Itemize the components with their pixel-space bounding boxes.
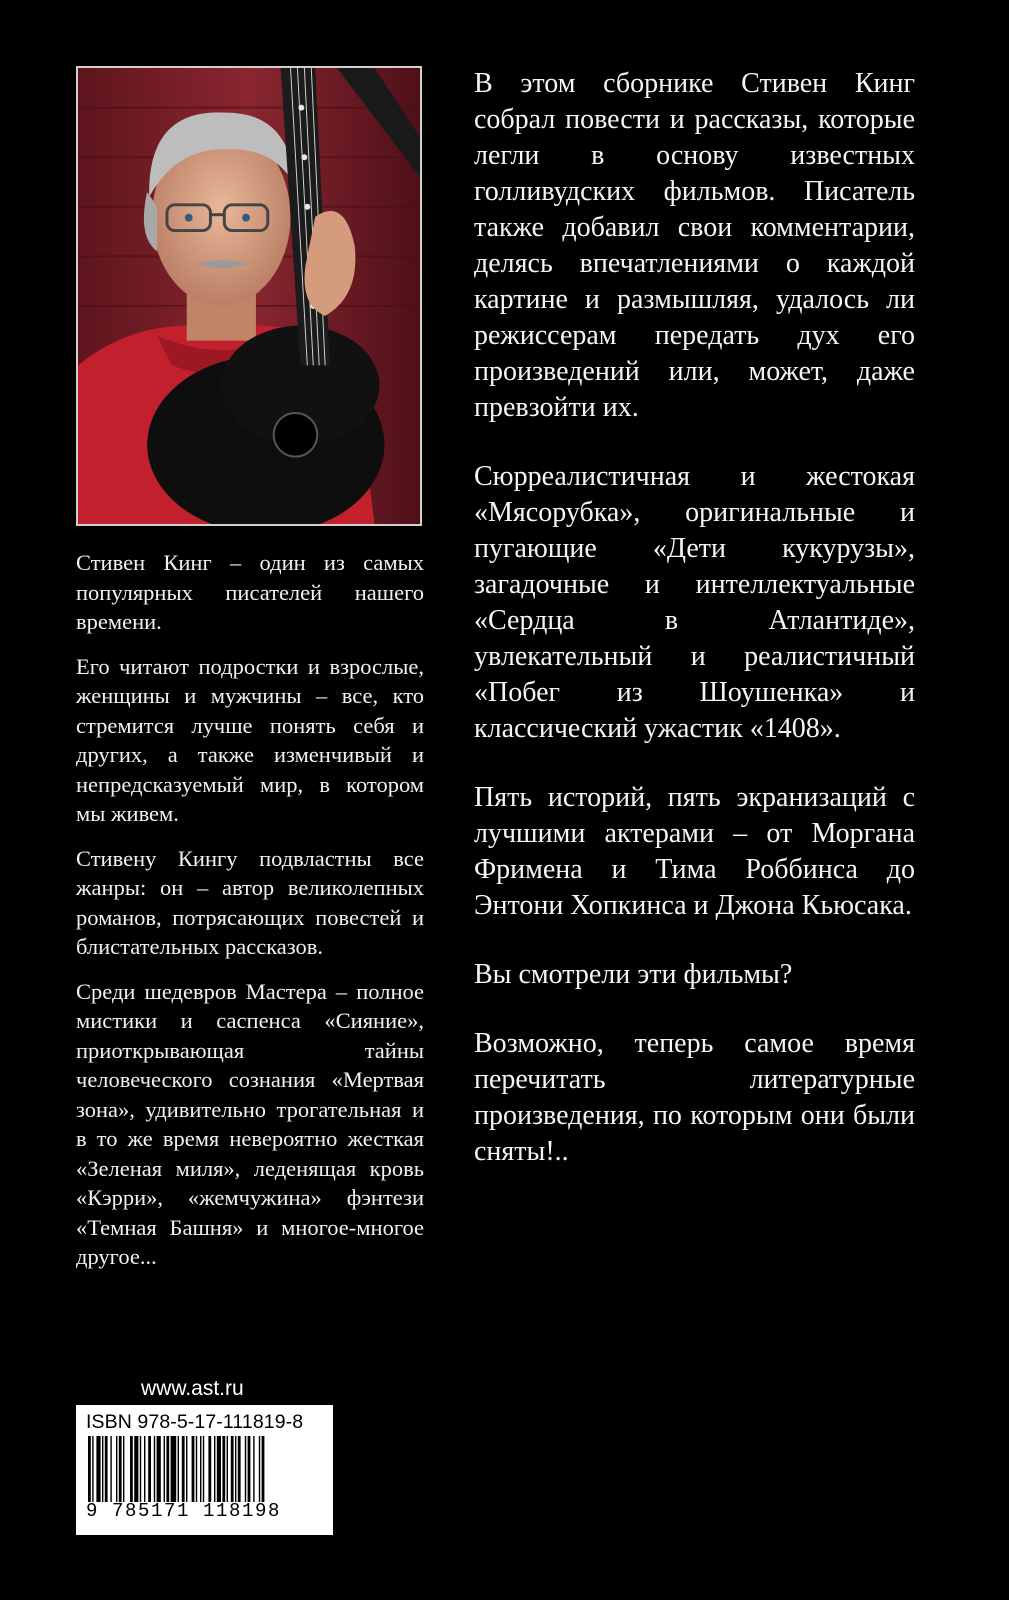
bio-paragraph-4: Среди шедевров Мастера – полное мистики и саспенса «Сияние», приоткрывающая тайны человеческого сознания «Мертвая зона», удивительно трогательная и в то же время невероятно жесткая «Зеленая миля», леденящая кровь «Кэрри», «жемчужина» фэнтези «Темная Башня» и многое-многое другое...: [76, 978, 424, 1269]
barcode-bar: [186, 1436, 187, 1502]
bio-paragraph-2: Его читают подростки и взрослые, женщины и мужчины – все, кто стремится лучше понять себя и других, а также изменчивый и непредсказуемый мир, в котором мы живем.: [76, 653, 424, 826]
barcode-bar: [157, 1436, 161, 1502]
barcode-bar: [102, 1436, 103, 1502]
barcode-bar: [164, 1436, 165, 1502]
bio-paragraph-1: Стивен Кинг – один из самых популярных писателей нашего времени.: [76, 550, 424, 634]
barcode-bar: [144, 1436, 145, 1502]
barcode-bar: [238, 1436, 241, 1502]
barcode-bar: [116, 1436, 117, 1502]
description-paragraph-3: Пять историй, пять экранизаций с лучшими актерами – от Моргана Фримена и Тима Роббинса до Энтони Хопкинса и Джона Кьюсака.: [474, 782, 915, 921]
barcode-bar: [92, 1436, 93, 1502]
barcode-bar: [222, 1436, 225, 1502]
barcode-bars: [86, 1436, 323, 1502]
barcode-bar: [203, 1436, 204, 1502]
description-paragraph-2: Сюрреалистичная и жестокая «Мясорубка», оригинальные и пугающие «Дети кукурузы», загадочные и интеллектуальные «Сердца в Атлантиде», увлекательный и реалистичный «Побег из Шоушенка» и классический ужастик «1408».: [474, 461, 915, 744]
barcode-bar: [208, 1436, 211, 1502]
barcode-bar: [134, 1436, 138, 1502]
isbn-label: ISBN 978-5-17-111819-8: [86, 1411, 304, 1433]
barcode-bar: [105, 1436, 108, 1502]
author-photo: [76, 66, 422, 526]
barcode-bar: [119, 1436, 122, 1502]
barcode-bar: [235, 1436, 236, 1502]
barcode-bar: [200, 1436, 201, 1502]
barcode-bar: [262, 1436, 265, 1502]
barcode-bar: [140, 1436, 141, 1502]
barcode-bar: [248, 1436, 251, 1502]
author-bio: [76, 548, 424, 1287]
description-paragraph-1: В этом сборнике Стивен Кинг собрал повести и рассказы, которые легли в основу известных голливудских фильмов. Писатель также добавил свои комментарии, делясь впечатлениями о каждой картине и размышляя, удалось ли режиссерам передать дух его произведений или, может, даже превзойти их.: [474, 68, 915, 423]
barcode-digits: 9 785171 118198: [86, 1500, 282, 1522]
description-paragraph-5: Возможно, теперь самое время перечитать литературные произведения, по которым они были сняты!..: [474, 1028, 915, 1167]
isbn-barcode: [76, 1405, 333, 1535]
barcode-bar: [231, 1436, 234, 1502]
barcode-bar: [166, 1436, 169, 1502]
barcode-bar: [148, 1436, 151, 1502]
barcode-bar: [130, 1436, 133, 1502]
barcode-bar: [171, 1436, 177, 1502]
barcode-bar: [192, 1436, 195, 1502]
barcode-bar: [178, 1436, 179, 1502]
barcode-bar: [217, 1436, 221, 1502]
barcode-bar: [245, 1436, 246, 1502]
author-photo-image: [78, 68, 420, 524]
bio-paragraph-3: Стивену Кингу подвластны все жанры: он – автор великолепных романов, потрясающих повестей и блистательных рассказов.: [76, 845, 424, 959]
description-paragraph-4: Вы смотрели эти фильмы?: [474, 959, 793, 990]
barcode-bar: [214, 1436, 215, 1502]
barcode-bar: [253, 1436, 254, 1502]
book-description: [474, 66, 915, 1203]
barcode-bar: [182, 1436, 185, 1502]
barcode-bar: [88, 1436, 91, 1502]
barcode-bar: [259, 1436, 260, 1502]
barcode-bar: [196, 1436, 197, 1502]
barcode-bar: [154, 1436, 155, 1502]
barcode-bar: [96, 1436, 100, 1502]
barcode-bar: [123, 1436, 124, 1502]
publisher-website: www.ast.ru: [141, 1377, 244, 1400]
barcode-bar: [227, 1436, 228, 1502]
barcode-bar: [110, 1436, 111, 1502]
